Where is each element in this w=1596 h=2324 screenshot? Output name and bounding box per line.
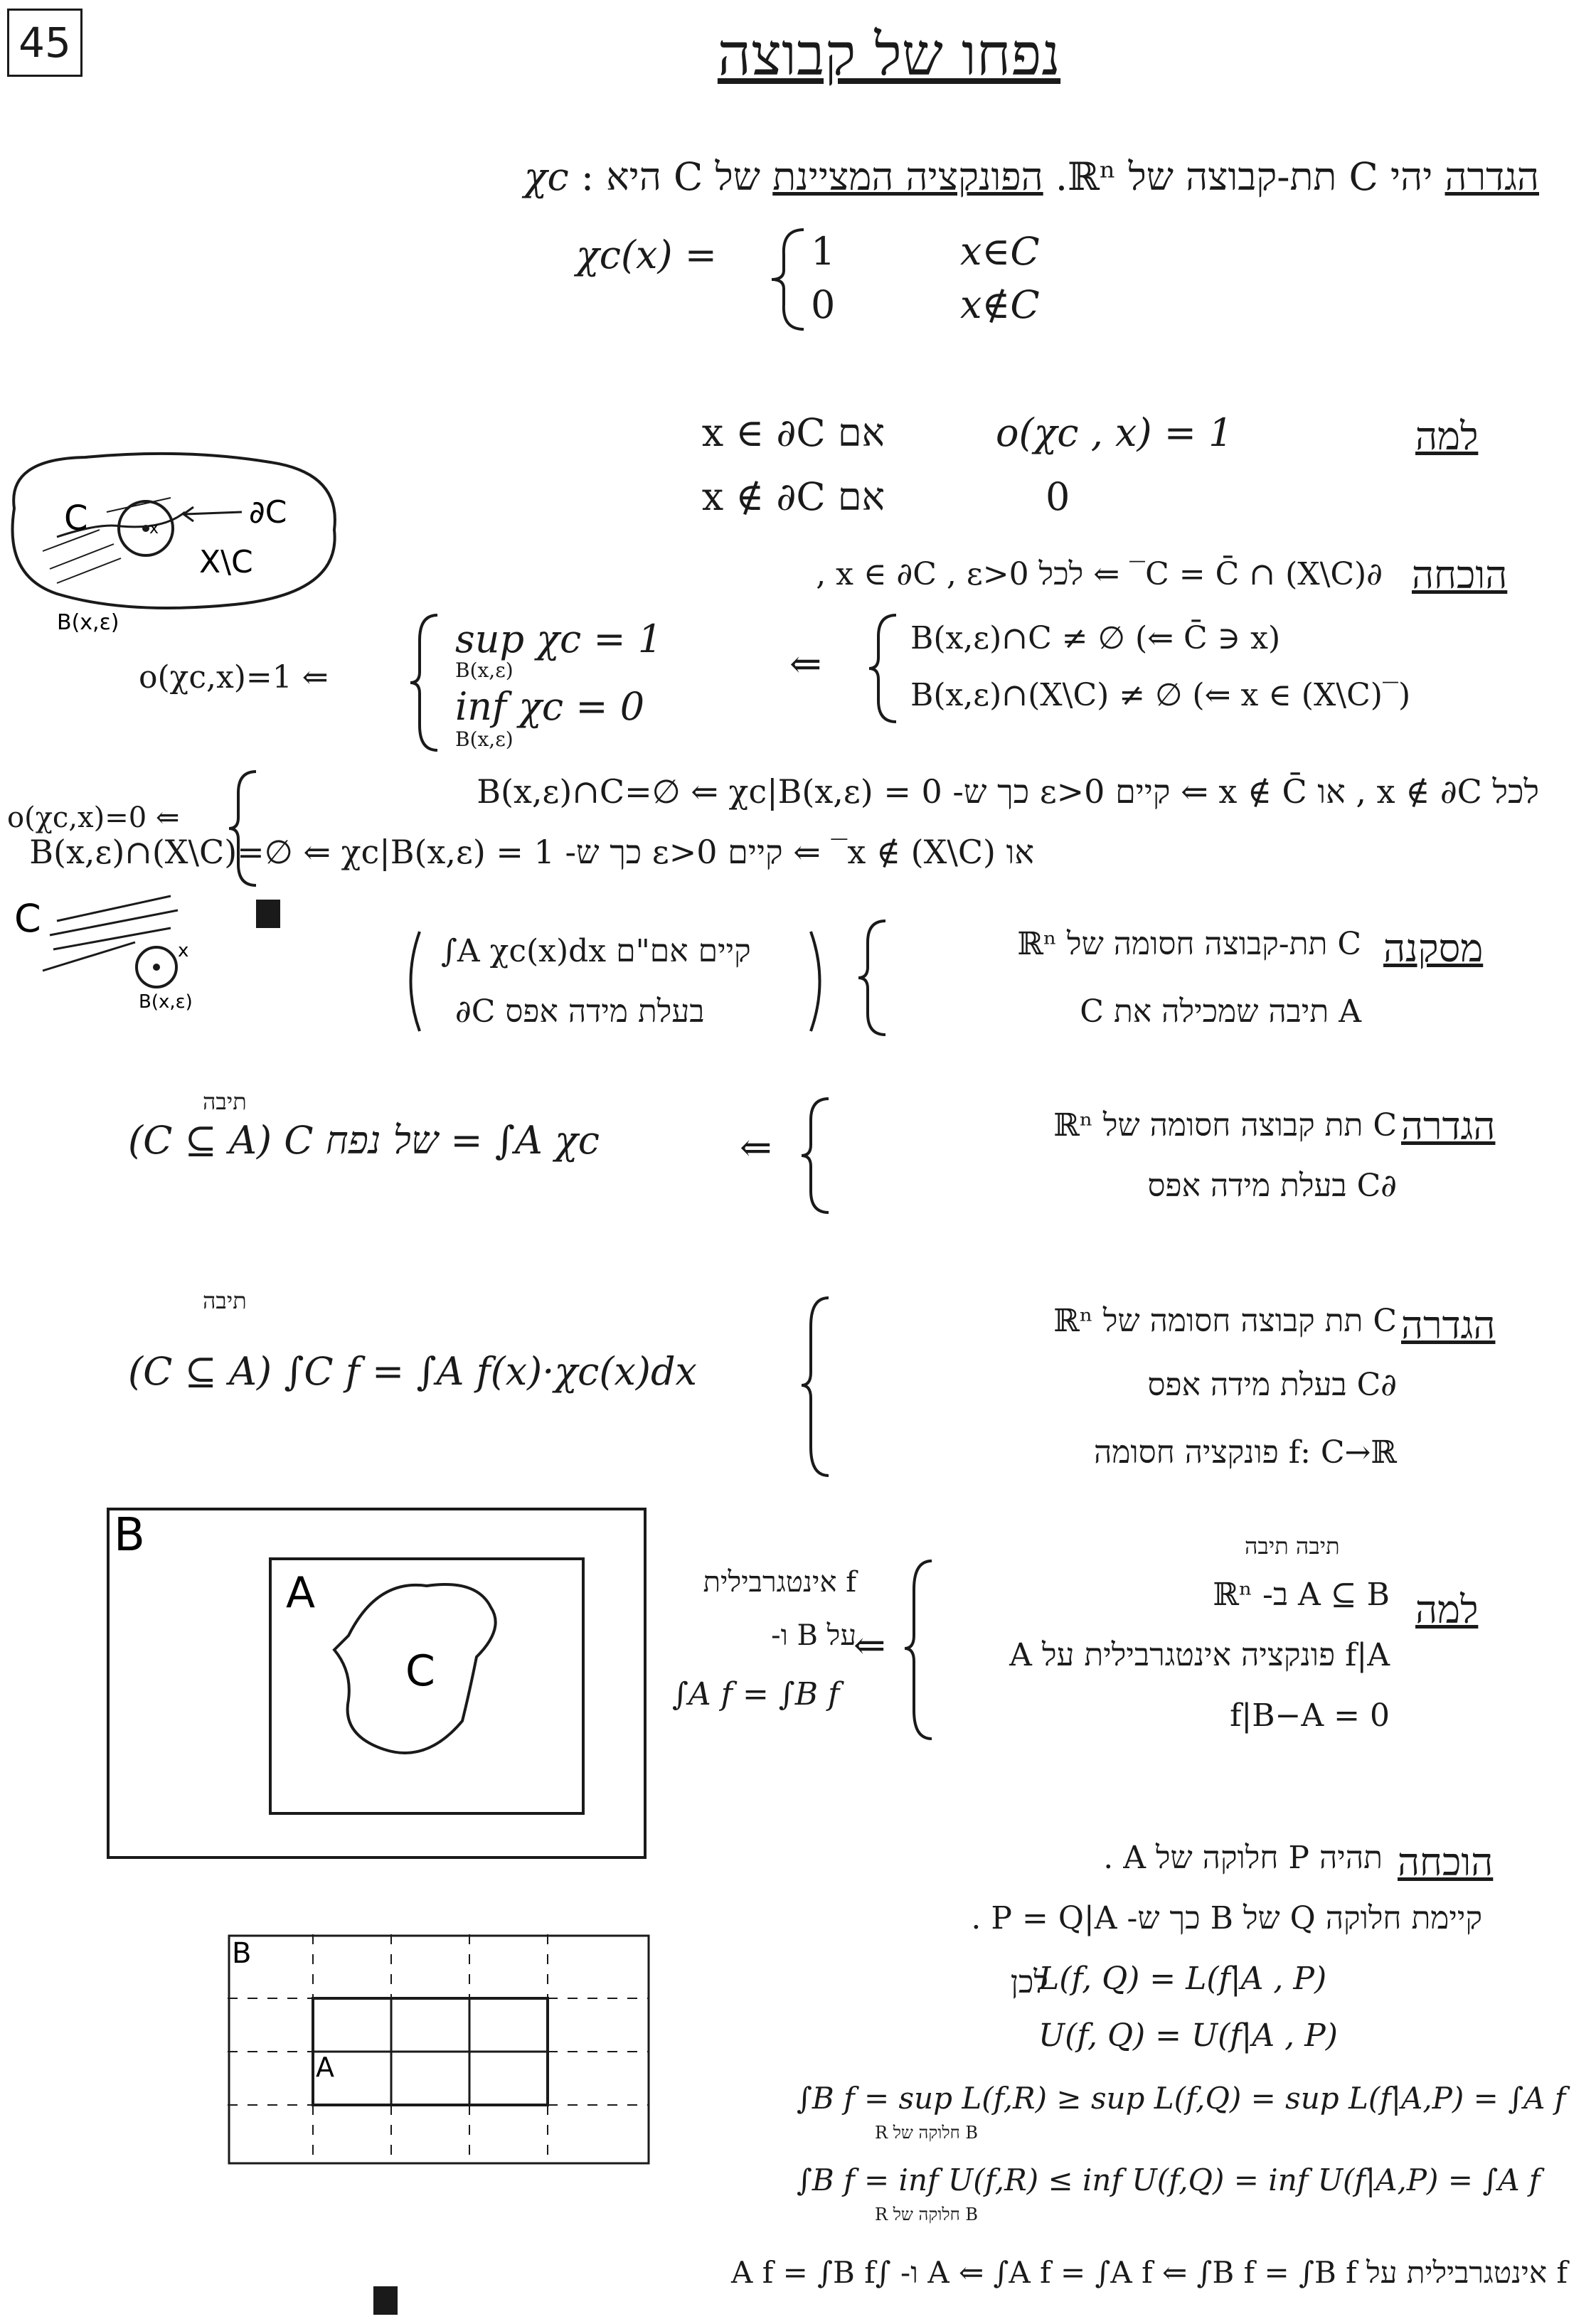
proof2-line6: ∫B f = inf U(f,R) ≤ inf U(f,Q) = inf U(f|A,P) = ∫A f	[797, 2163, 1541, 2197]
lemma2-brace	[903, 1557, 939, 1742]
diagram1-complement-label: X\C	[199, 544, 253, 580]
corollary-cond2: A תיבה שמכילה את C	[1080, 993, 1361, 1030]
corollary-brace	[857, 917, 893, 1038]
box-b	[108, 1509, 645, 1857]
proof2-line2: קיימת חלוקה Q של B כך ש- P = Q|A .	[971, 1900, 1482, 1936]
diagram1-boundary-label: ∂C	[249, 494, 287, 531]
diagram4-inner-label: A	[316, 2052, 334, 2083]
lemma-line2-rhs: אם x ∉ ∂C	[701, 474, 885, 519]
proof2-line5: ∫B f = sup L(f,R) ≥ sup L(f,Q) = sup L(f|A,P) = ∫A f	[797, 2081, 1566, 2116]
corollary-label: מסקנה	[1383, 926, 1484, 971]
definition-label: הגדרה	[1445, 154, 1539, 199]
definition-volume-label: הגדרה	[1401, 1104, 1496, 1148]
proof-sup-subscript: B(x,ε)	[455, 659, 514, 682]
char-case2-value: 0	[811, 282, 836, 327]
proof-case1: B(x,ε)∩C ≠ ∅ (⇐ C̄ ∋ x)	[910, 620, 1281, 656]
proof-cases-brace	[868, 612, 903, 725]
definition-integral-cond1: C תת קבוצה חסומה של ℝⁿ	[1053, 1303, 1397, 1339]
proof2-line3-prefix: לכן	[1010, 1964, 1048, 2000]
proof-label: הוכחה	[1412, 553, 1508, 597]
exterior-point-diagram	[14, 892, 242, 1013]
definition-integral-box-note: תיבה	[203, 1287, 247, 1314]
diagram1-set-label: C	[64, 499, 88, 538]
char-formula-brace	[768, 226, 811, 333]
proof2-label: הוכחה	[1398, 1840, 1494, 1885]
boundary-diagram	[0, 444, 356, 635]
qed-mark-2	[373, 2286, 398, 2315]
char-case2-condition: x∉C	[960, 282, 1040, 327]
definition-integral-label: הגדרה	[1401, 1303, 1496, 1348]
lemma2-cond1-note: תיבה תיבה	[1245, 1533, 1340, 1560]
lemma-line1-rhs: אם x ∈ ∂C	[701, 410, 885, 455]
proof-inf-line: inf χc = 0	[455, 684, 645, 729]
definition-text-a: יהי C תת-קבוצה של	[1116, 154, 1433, 199]
proof2-line7: f אינטגרבילית על A ⇐ ∫A f = ∫A f ⇐ ∫B f = ∫B f ו- ∫A f = ∫B f	[731, 2255, 1568, 2290]
definition-volume-formula: (C ⊆ A) C של נפח = ∫A χc	[128, 1118, 600, 1163]
definition-integral-cond2: ∂C בעלת מידה אפס	[1147, 1367, 1397, 1403]
diagram1-ball-label: B(x,ε)	[57, 610, 119, 635]
char-symbol: χc	[523, 154, 569, 199]
nested-boxes-diagram	[107, 1508, 647, 1863]
lemma2-result3: ∫A f = ∫B f	[672, 1676, 840, 1712]
diagram2-point-label: x	[178, 940, 189, 961]
char-case1-condition: x∈C	[960, 229, 1040, 274]
proof-conclusion2: o(χc,x)=0 ⇐	[7, 801, 180, 834]
diagram3-set-label: C	[405, 1646, 435, 1696]
definition-term: הפונקציה המציינת	[772, 154, 1043, 199]
proof2-line6-note: R חלוקה של B	[875, 2205, 979, 2224]
definition-volume-cond1: C תת קבוצה חסומה של ℝⁿ	[1053, 1107, 1397, 1144]
corollary-result1: ∫A χc(x)dx קיים אם"ם	[441, 933, 751, 969]
lemma2-label: למה	[1415, 1587, 1479, 1632]
proof-inf-subscript: B(x,ε)	[455, 727, 514, 751]
proof-conclusion1: o(χc,x)=1 ⇐	[139, 659, 329, 695]
proof-line3: לכל x ∉ ∂C , או x ∉ C̄ ⇐ קיים ε>0 כך ש- B(x,ε)∩C=∅ ⇐ χc|B(x,ε) = 0	[477, 772, 1539, 811]
proof-case2: B(x,ε)∩(X\C) ≠ ∅ (⇐ x ∈ (X\C)‾)	[910, 677, 1411, 713]
center-point	[142, 525, 149, 532]
diagram1-point-label: x	[149, 520, 159, 538]
lemma2-cond1: A ⊆ B ב- ℝⁿ	[1213, 1577, 1390, 1613]
diagram2-ball-label: B(x,ε)	[139, 991, 193, 1013]
definition-volume-arrow: ⇐	[740, 1125, 772, 1170]
partition-box-b	[229, 1936, 649, 2163]
diagram2-set-label: C	[14, 896, 41, 941]
definition-text-c: של C היא :	[580, 154, 761, 199]
char-case1-value: 1	[811, 229, 836, 274]
proof2-line5-note: R חלוקה של B	[875, 2123, 979, 2143]
proof-line1: ∂C = C̄ ∩ (X\C)‾ ⇐ לכל x ∈ ∂C , ε>0 ,	[816, 556, 1383, 592]
lemma2-cond2: f|A פונקציה אינטגרבילית על A	[1009, 1637, 1390, 1673]
proof-supinf-brace	[409, 612, 445, 754]
corollary-result2: ∂C בעלת מידה אפס	[455, 993, 705, 1030]
definition-line	[117, 153, 1539, 201]
definition-volume-box-note: תיבה	[203, 1088, 247, 1115]
lemma-line1-lhs: o(χc , x) = 1	[996, 410, 1233, 455]
definition-integral-cond3: f: C→ℝ פונקציה חסומה	[1094, 1434, 1397, 1471]
diagram3-inner-label: A	[286, 1568, 316, 1618]
diagram3-outer-label: B	[114, 1509, 145, 1562]
space-symbol: ℝⁿ	[1068, 154, 1117, 199]
lemma-label: למה	[1415, 414, 1479, 459]
definition-volume-brace	[800, 1095, 836, 1216]
char-formula-lhs: χc(x) =	[576, 233, 717, 277]
lemma2-result1: f אינטגרבילית	[703, 1566, 856, 1599]
definition-integral-brace	[800, 1294, 836, 1479]
lemma2-cond3: f|B−A = 0	[1230, 1697, 1390, 1734]
proof2-line3: L(f, Q) = L(f|A , P)	[1038, 1961, 1327, 1997]
definition-text-b: .	[1043, 154, 1068, 199]
diagram4-outer-label: B	[232, 1937, 252, 1970]
proof-implies-arrow: ⇐	[789, 641, 822, 686]
proof2-line1: תהיה P חלוקה של A .	[1103, 1840, 1383, 1876]
lemma-line2-lhs: 0	[1046, 474, 1070, 519]
page-title: נפחו של קבוצה	[717, 21, 1061, 89]
exterior-point	[153, 964, 160, 971]
proof-sup-line: sup χc = 1	[455, 617, 663, 661]
proof-line4: או x ∉ (X\C)‾ ⇐ קיים ε>0 כך ש- B(x,ε)∩(X\C)=∅ ⇐ χc|B(x,ε) = 1	[29, 833, 1034, 871]
page-number: 45	[7, 9, 83, 77]
partition-grid-diagram	[228, 1934, 654, 2169]
proof2-line4: U(f, Q) = U(f|A , P)	[1038, 2017, 1338, 2054]
corollary-cond1: C תת-קבוצה חסומה של ℝⁿ	[1017, 926, 1361, 962]
lemma2-arrow: ⇐	[853, 1623, 886, 1668]
definition-integral-formula: (C ⊆ A) ∫C f = ∫A f(x)·χc(x)dx	[128, 1349, 697, 1394]
qed-mark	[256, 900, 280, 928]
lemma2-result2: על B ו-	[771, 1619, 856, 1652]
definition-volume-cond2: ∂C בעלת מידה אפס	[1147, 1168, 1397, 1204]
